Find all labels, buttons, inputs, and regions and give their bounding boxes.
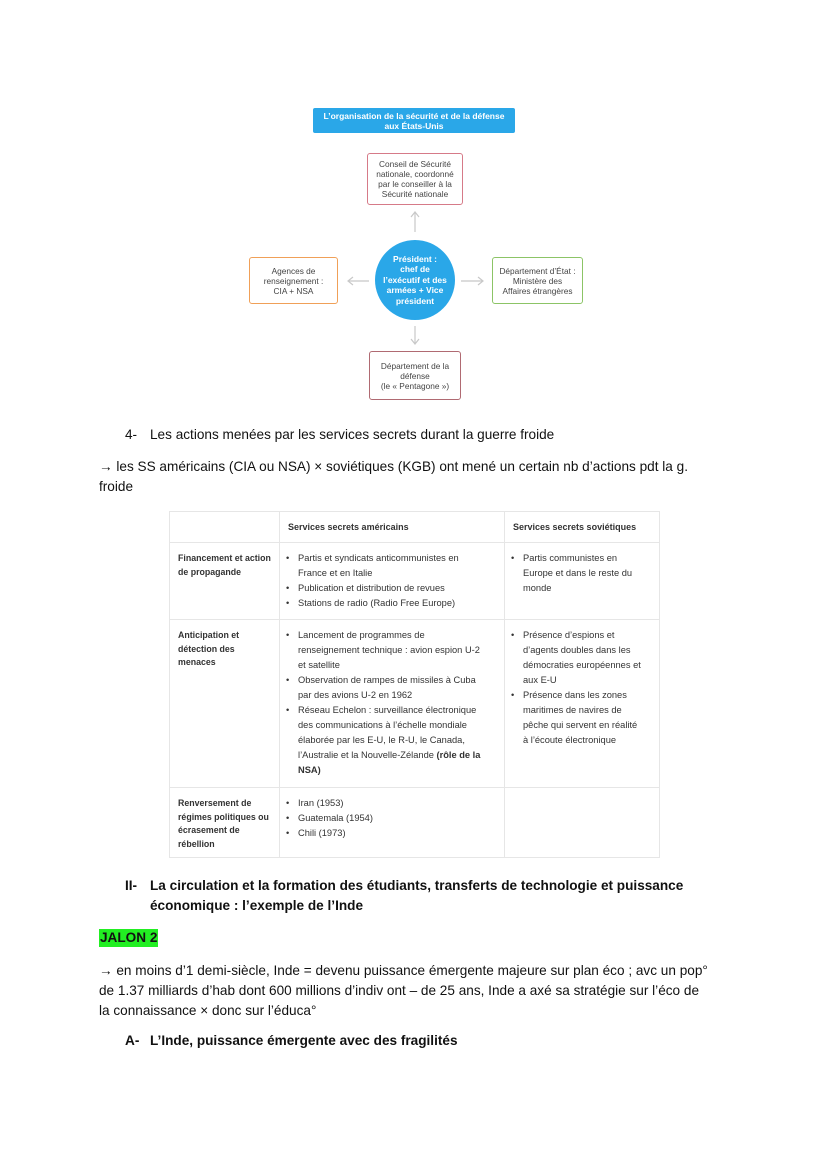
box-state-department: Département d’État : Ministère des Affaires étrangères (492, 257, 583, 304)
section-4-text-line-1: → les SS américains (CIA ou NSA) × soviétiques (KGB) ont mené un certain nb d’actions pdt la g. (99, 459, 688, 474)
section-II-heading-line-1: La circulation et la formation des étudiants, transferts de technologie et puissance (150, 878, 684, 893)
arrow-right-head (478, 277, 483, 285)
jalon-highlight: JALON 2 (100, 930, 158, 945)
box-defense-department: Département de la défense (le « Pentagone ») (369, 351, 461, 400)
cell-su-financing (505, 543, 660, 620)
section-4-number: 4- (125, 427, 138, 442)
arrow-left-head (348, 277, 353, 285)
table-header-us: Services secrets américains (280, 512, 505, 543)
diagram-title: L’organisation de la sécurité et de la défense aux États-Unis (313, 108, 515, 133)
arrow-down-head (411, 339, 419, 344)
intro-line-2: de 1.37 milliards d’hab dont 600 millions d’indiv ont – de 25 ans, Inde a axé sa stratégie sur l’éco de (99, 983, 700, 998)
section-II-heading-line-2: économique : l’exemple de l’Inde (150, 898, 364, 913)
list-item: • Stations de radio (Radio Free Europe) (298, 596, 498, 611)
list-item: • Lancement de programmes de renseignement technique : avion espion U-2 et satellite (298, 628, 498, 673)
list-item: • Présence dans les zones maritimes de navires de pêche qui servent en réalité à l’écoute électronique (523, 688, 653, 748)
list-item: • Chili (1973) (298, 826, 498, 841)
cell-su-overthrow (505, 788, 660, 858)
box-intelligence-agencies: Agences de renseignement : CIA + NSA (249, 257, 338, 304)
section-A-number: A- (125, 1033, 140, 1048)
table-header-row (170, 512, 660, 543)
row-label-anticipation: Anticipation et détection des menaces (170, 620, 280, 788)
list-item: • Réseau Echelon : surveillance électronique des communications à l’échelle mondiale élaborée par les E-U, le R-U, le Canada, l’Australie et la Nouvelle-Zélande (rôle de la NSA) (298, 703, 498, 778)
section-A-heading: L’Inde, puissance émergente avec des fragilités (150, 1033, 458, 1048)
table-row (170, 543, 660, 620)
section-4-text-line-2: froide (99, 479, 134, 494)
intro-line-1: → en moins d’1 demi-siècle, Inde = devenu puissance émergente majeure sur plan éco ; avc un pop° (99, 963, 708, 978)
section-4-heading: Les actions menées par les services secrets durant la guerre froide (150, 427, 555, 442)
cell-us-overthrow (280, 788, 505, 858)
list-item: • Publication et distribution de revues (298, 581, 498, 596)
table-row (170, 788, 660, 858)
cell-su-anticipation (505, 620, 660, 788)
table-header-empty (170, 512, 280, 543)
list-item: • Présence d’espions et d’agents doubles dans les démocraties européennes et aux E-U (523, 628, 653, 688)
list-item: • Partis communistes en Europe et dans le reste du monde (523, 551, 653, 596)
list-item: • Observation de rampes de missiles à Cuba par des avions U-2 en 1962 (298, 673, 498, 703)
list-item: • Iran (1953) (298, 796, 498, 811)
secret-services-table (169, 511, 660, 858)
box-security-council: Conseil de Sécurité nationale, coordonné par le conseiller à la Sécurité nationale (367, 153, 463, 205)
row-label-financing: Financement et action de propagande (170, 543, 280, 620)
cell-us-financing (280, 543, 505, 620)
intro-line-3: la connaissance × donc sur l’éduca° (99, 1003, 317, 1018)
table-header-su: Services secrets soviétiques (505, 512, 660, 543)
section-II-number: II- (125, 878, 138, 893)
president-circle: Président : chef de l’exécutif et des armées + Vice président (375, 240, 455, 320)
cell-us-anticipation (280, 620, 505, 788)
list-item: • Guatemala (1954) (298, 811, 498, 826)
arrow-up-head (411, 212, 419, 217)
table-row (170, 620, 660, 788)
list-item: • Partis et syndicats anticommunistes en France et en Italie (298, 551, 498, 581)
row-label-overthrow: Renversement de régimes politiques ou écrasement de rébellion (170, 788, 280, 858)
